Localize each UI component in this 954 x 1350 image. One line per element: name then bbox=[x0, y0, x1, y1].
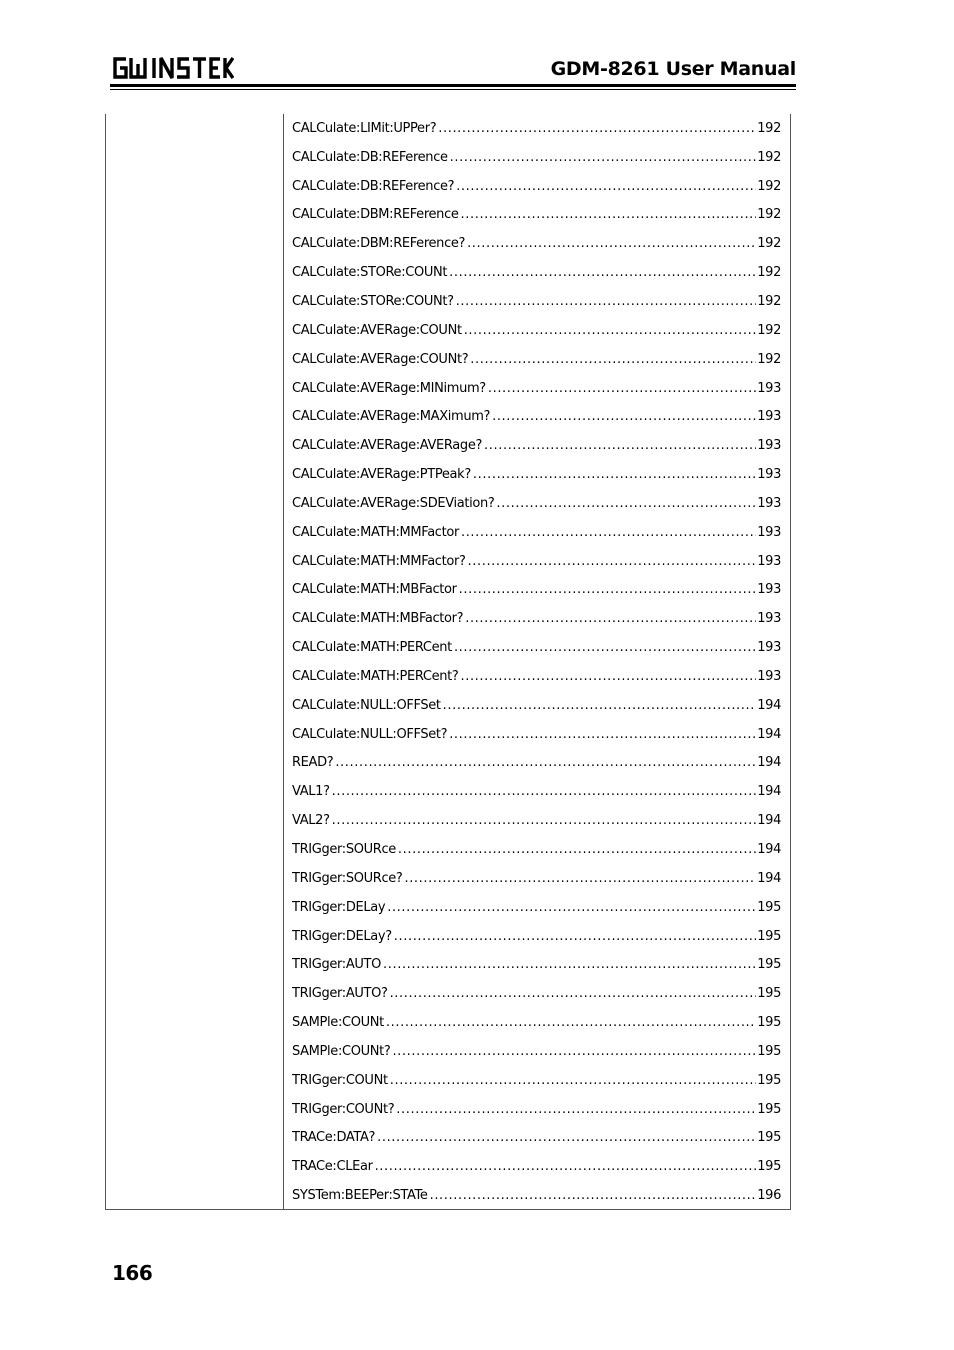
toc-entry-page: 195 bbox=[757, 1101, 781, 1117]
toc-entry-page: 193 bbox=[757, 467, 781, 483]
toc-entry-page: 192 bbox=[757, 236, 781, 252]
toc-entry[interactable] bbox=[292, 402, 781, 431]
toc-entry-page: 192 bbox=[757, 120, 781, 136]
toc-entry-page: 195 bbox=[757, 1130, 781, 1146]
toc-dot-leader bbox=[387, 900, 756, 915]
toc-entry[interactable] bbox=[292, 518, 781, 547]
toc-entry-command: VAL1? bbox=[292, 784, 330, 800]
toc-entry-page: 192 bbox=[757, 351, 781, 367]
toc-dot-leader bbox=[404, 871, 756, 886]
toc-dot-leader bbox=[443, 698, 757, 713]
toc-dot-leader bbox=[375, 1159, 757, 1174]
toc-entry[interactable] bbox=[292, 374, 781, 403]
toc-entry[interactable] bbox=[292, 1095, 781, 1124]
toc-entry[interactable] bbox=[292, 114, 781, 143]
gw-instek-logo bbox=[112, 56, 234, 80]
toc-entry-command: CALCulate:AVERage:COUNt bbox=[292, 322, 462, 338]
toc-entry-page: 195 bbox=[757, 1015, 781, 1031]
toc-entry-command: CALCulate:AVERage:PTPeak? bbox=[292, 467, 471, 483]
toc-dot-leader bbox=[377, 1130, 756, 1145]
toc-entry[interactable] bbox=[292, 1066, 781, 1095]
toc-dot-leader bbox=[460, 669, 756, 684]
header-rule-thin bbox=[110, 89, 796, 90]
toc-dot-leader bbox=[496, 496, 756, 511]
toc-entry-page: 194 bbox=[757, 870, 781, 886]
toc-entry[interactable] bbox=[292, 691, 781, 720]
toc-dot-leader bbox=[468, 554, 757, 569]
toc-dot-leader bbox=[467, 236, 756, 251]
toc-dot-leader bbox=[398, 842, 756, 857]
toc-dot-leader bbox=[332, 813, 757, 828]
toc-entry-page: 193 bbox=[757, 582, 781, 598]
toc-entry-page: 193 bbox=[757, 611, 781, 627]
toc-entry[interactable] bbox=[292, 287, 781, 316]
toc-entry-command: SAMPle:COUNt? bbox=[292, 1043, 391, 1059]
toc-dot-leader bbox=[390, 986, 757, 1001]
toc-entry-command: CALCulate:AVERage:COUNt? bbox=[292, 351, 469, 367]
toc-entry-page: 195 bbox=[757, 1043, 781, 1059]
toc-entry-page: 195 bbox=[757, 1072, 781, 1088]
toc-entry-command: TRIGger:AUTO bbox=[292, 957, 382, 973]
toc-entry-command: TRIGger:DELay? bbox=[292, 928, 392, 944]
toc-entry-page: 194 bbox=[757, 813, 781, 829]
toc-entry[interactable] bbox=[292, 1008, 781, 1037]
toc-dot-leader bbox=[335, 755, 756, 770]
toc-entry-page: 195 bbox=[757, 899, 781, 915]
toc-entry-command: SAMPle:COUNt bbox=[292, 1015, 384, 1031]
toc-dot-leader bbox=[484, 438, 756, 453]
toc-entry-page: 192 bbox=[757, 322, 781, 338]
toc-entry[interactable] bbox=[292, 777, 781, 806]
toc-entry-page: 194 bbox=[757, 726, 781, 742]
page-number: 166 bbox=[112, 1261, 153, 1285]
toc-entry[interactable] bbox=[292, 229, 781, 258]
toc-entry-command: CALCulate:STORe:COUNt? bbox=[292, 293, 454, 309]
toc-dot-leader bbox=[390, 1073, 757, 1088]
toc-entry-command: CALCulate:MATH:PERCent? bbox=[292, 668, 459, 684]
toc-entry[interactable] bbox=[292, 201, 781, 230]
toc-dot-leader bbox=[456, 294, 757, 309]
toc-entry[interactable] bbox=[292, 749, 781, 778]
toc-entry-page: 193 bbox=[757, 524, 781, 540]
toc-dot-leader bbox=[470, 352, 756, 367]
toc-entry[interactable] bbox=[292, 316, 781, 345]
toc-entry-command: CALCulate:NULL:OFFSet bbox=[292, 697, 441, 713]
toc-dot-leader bbox=[394, 929, 756, 944]
toc-entry-page: 192 bbox=[757, 293, 781, 309]
toc-entry-page: 194 bbox=[757, 755, 781, 771]
toc-entry-command: READ? bbox=[292, 755, 334, 771]
toc-entry-page: 196 bbox=[757, 1188, 781, 1204]
toc-dot-leader bbox=[450, 150, 757, 165]
toc-entry-command: CALCulate:MATH:MMFactor bbox=[292, 524, 459, 540]
toc-entry-command: CALCulate:DBM:REFerence? bbox=[292, 236, 466, 252]
toc-entry-command: CALCulate:DBM:REFerence bbox=[292, 207, 459, 223]
toc-dot-leader bbox=[430, 1188, 757, 1203]
header-rule-thick bbox=[110, 84, 796, 87]
toc-entry[interactable] bbox=[292, 662, 781, 691]
toc-entry-command: CALCulate:LIMit:UPPer? bbox=[292, 120, 437, 136]
toc-entry-command: CALCulate:AVERage:SDEViation? bbox=[292, 495, 495, 511]
toc-entry-page: 192 bbox=[757, 149, 781, 165]
toc-entry-page: 193 bbox=[757, 409, 781, 425]
toc-entry-page: 194 bbox=[757, 842, 781, 858]
toc-entry-command: CALCulate:MATH:MMFactor? bbox=[292, 553, 466, 569]
toc-dot-leader bbox=[461, 525, 756, 540]
toc-entry-page: 192 bbox=[757, 178, 781, 194]
toc-list bbox=[292, 114, 781, 1210]
toc-entry-page: 193 bbox=[757, 640, 781, 656]
toc-entry-page: 194 bbox=[757, 697, 781, 713]
toc-entry[interactable] bbox=[292, 1124, 781, 1153]
toc-entry[interactable] bbox=[292, 576, 781, 605]
toc-entry[interactable] bbox=[292, 547, 781, 576]
toc-entry[interactable] bbox=[292, 893, 781, 922]
toc-entry[interactable] bbox=[292, 864, 781, 893]
toc-entry-page: 192 bbox=[757, 207, 781, 223]
toc-entry-command: TRIGger:DELay bbox=[292, 899, 386, 915]
toc-entry-command: TRIGger:COUNt bbox=[292, 1072, 388, 1088]
toc-entry-command: CALCulate:MATH:MBFactor bbox=[292, 582, 457, 598]
toc-entry-command: CALCulate:AVERage:AVERage? bbox=[292, 438, 483, 454]
toc-entry[interactable] bbox=[292, 720, 781, 749]
toc-dot-leader bbox=[396, 1102, 756, 1117]
toc-entry[interactable] bbox=[292, 1152, 781, 1181]
toc-dot-leader bbox=[473, 467, 756, 482]
toc-entry-page: 192 bbox=[757, 265, 781, 281]
toc-dot-leader bbox=[461, 207, 757, 222]
toc-entry-page: 195 bbox=[757, 1159, 781, 1175]
toc-entry[interactable] bbox=[292, 460, 781, 489]
toc-entry-command: CALCulate:AVERage:MAXimum? bbox=[292, 409, 491, 425]
toc-dot-leader bbox=[386, 1015, 756, 1030]
toc-entry-page: 194 bbox=[757, 784, 781, 800]
toc-entry-page: 193 bbox=[757, 438, 781, 454]
toc-entry-command: CALCulate:DB:REFerence bbox=[292, 149, 448, 165]
toc-entry-command: TRACe:CLEar bbox=[292, 1159, 373, 1175]
toc-dot-leader bbox=[332, 784, 757, 799]
toc-dot-leader bbox=[465, 611, 756, 626]
toc-entry-command: CALCulate:MATH:PERCent bbox=[292, 640, 452, 656]
toc-entry-command: TRIGger:SOURce? bbox=[292, 870, 403, 886]
toc-entry-command: CALCulate:MATH:MBFactor? bbox=[292, 611, 464, 627]
toc-entry-command: SYSTem:BEEPer:STATe bbox=[292, 1188, 428, 1204]
toc-entry-page: 193 bbox=[757, 380, 781, 396]
toc-entry-page: 193 bbox=[757, 668, 781, 684]
toc-entry[interactable] bbox=[292, 604, 781, 633]
toc-entry[interactable] bbox=[292, 431, 781, 460]
toc-entry-command: CALCulate:STORe:COUNt bbox=[292, 265, 448, 281]
toc-entry-command: TRIGger:COUNt? bbox=[292, 1101, 395, 1117]
toc-dot-leader bbox=[456, 179, 756, 194]
toc-entry[interactable] bbox=[292, 1037, 781, 1066]
toc-dot-leader bbox=[464, 323, 757, 338]
toc-entry-command: TRIGger:SOURce bbox=[292, 842, 396, 858]
toc-entry[interactable] bbox=[292, 172, 781, 201]
toc-entry[interactable] bbox=[292, 143, 781, 172]
toc-dot-leader bbox=[392, 1044, 756, 1059]
toc-entry[interactable] bbox=[292, 633, 781, 662]
toc-dot-leader bbox=[454, 640, 756, 655]
toc-entry-command: TRIGger:AUTO? bbox=[292, 986, 388, 1002]
toc-entry[interactable] bbox=[292, 806, 781, 835]
toc-entry-page: 193 bbox=[757, 495, 781, 511]
toc-entry-command: TRACe:DATA? bbox=[292, 1130, 376, 1146]
toc-entry[interactable] bbox=[292, 258, 781, 287]
toc-dot-leader bbox=[449, 727, 756, 742]
toc-entry[interactable] bbox=[292, 1181, 781, 1210]
toc-dot-leader bbox=[438, 121, 756, 136]
toc-entry-command: CALCulate:AVERage:MINimum? bbox=[292, 380, 486, 396]
toc-dot-leader bbox=[488, 381, 756, 396]
toc-column-divider bbox=[283, 114, 284, 1210]
toc-dot-leader bbox=[459, 582, 757, 597]
toc-entry-command: CALCulate:NULL:OFFSet? bbox=[292, 726, 448, 742]
toc-entry[interactable] bbox=[292, 979, 781, 1008]
toc-entry-page: 193 bbox=[757, 553, 781, 569]
toc-dot-leader bbox=[492, 409, 756, 424]
toc-entry-page: 195 bbox=[757, 986, 781, 1002]
toc-dot-leader bbox=[449, 265, 756, 280]
toc-entry[interactable] bbox=[292, 922, 781, 951]
toc-entry-command: CALCulate:DB:REFerence? bbox=[292, 178, 455, 194]
toc-entry-page: 195 bbox=[757, 928, 781, 944]
toc-entry[interactable] bbox=[292, 950, 781, 979]
manual-title: GDM-8261 User Manual bbox=[550, 58, 796, 80]
toc-entry-page: 195 bbox=[757, 957, 781, 973]
toc-entry[interactable] bbox=[292, 345, 781, 374]
toc-entry-command: VAL2? bbox=[292, 813, 330, 829]
toc-dot-leader bbox=[383, 957, 756, 972]
toc-entry[interactable] bbox=[292, 489, 781, 518]
toc-entry[interactable] bbox=[292, 835, 781, 864]
